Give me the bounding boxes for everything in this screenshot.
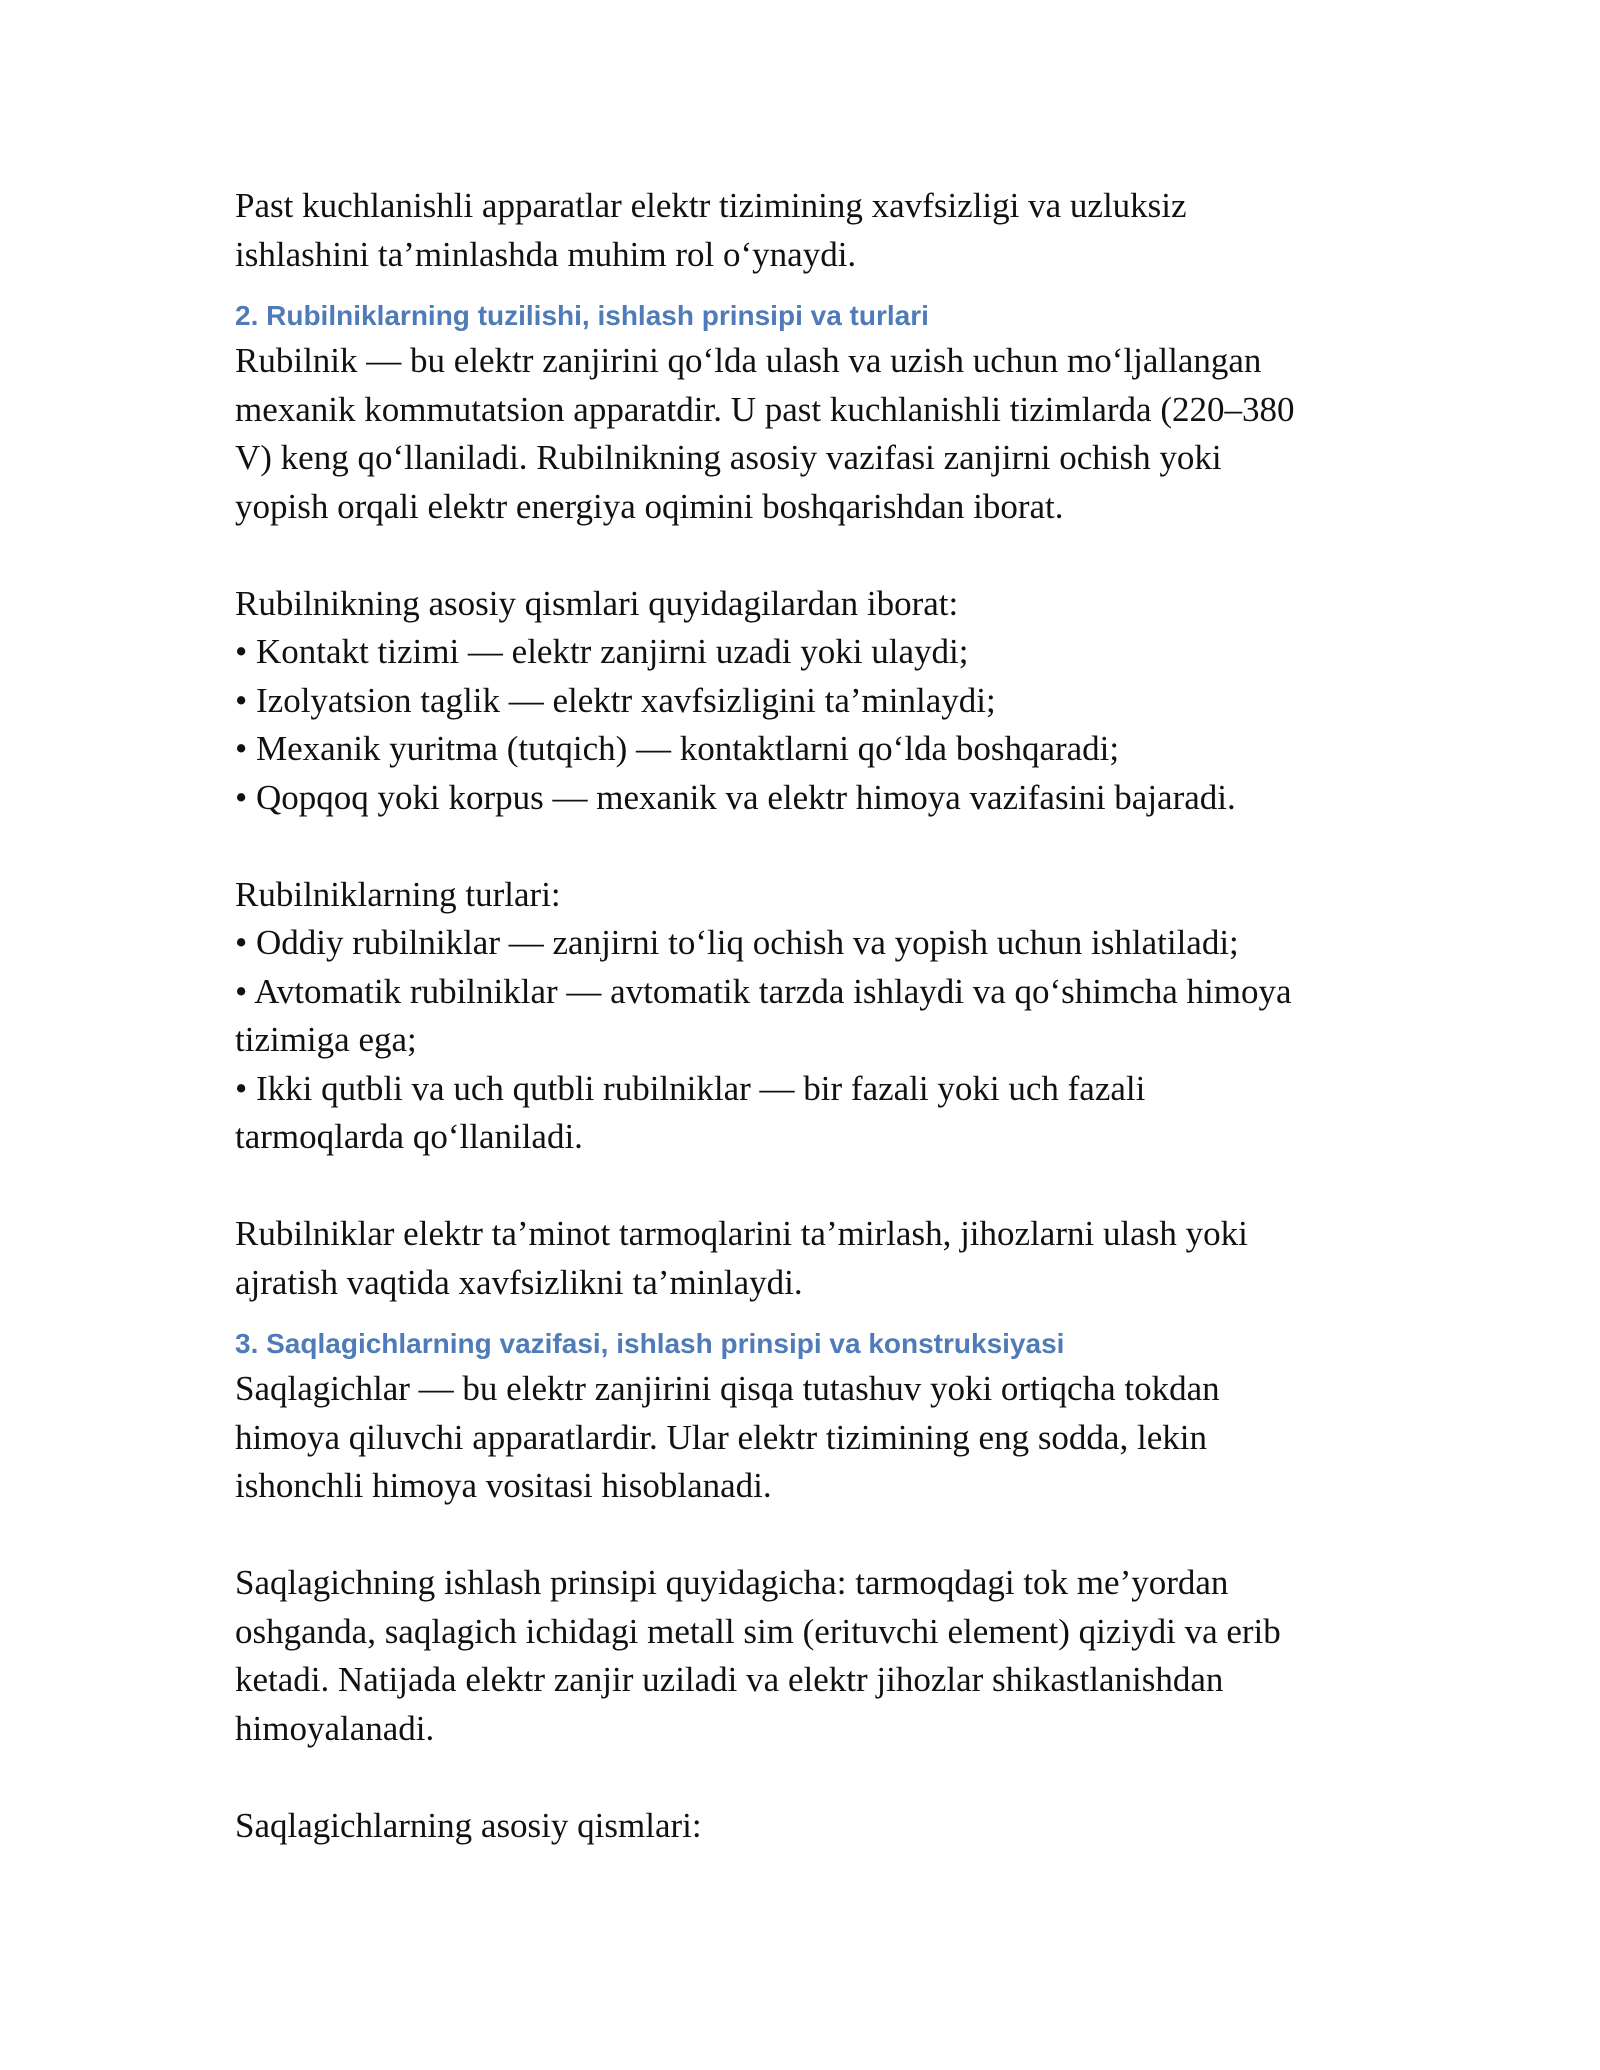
text-line: ishlashini ta’minlashda muhim rol o‘ynaydi. [235,234,857,274]
text-line: ajratish vaqtida xavfsizlikni ta’minlaydi. [235,1262,803,1302]
paragraph-gap [235,1753,1365,1802]
section-2-heading: 2. Rubilniklarning tuzilishi, ishlash prinsipi va turlari [235,300,929,331]
text-line: ishonchli himoya vositasi hisoblanadi. [235,1466,772,1505]
paragraph-gap [235,1162,1365,1211]
text-line: Rubilnik — bu elektr zanjirini qo‘lda ulash va uzish uchun mo‘ljallangan [235,341,1262,380]
section-2-parts-list [235,580,1365,823]
text-line: Past kuchlanishli apparatlar elektr tizimining xavfsizligi va uzluksiz [235,186,1187,225]
text-line: ketadi. Natijada elektr zanjir uziladi va elektr jihozlar shikastlanishdan [235,1660,1224,1699]
list-item: • Mexanik yuritma (tutqich) — kontaktlarni qo‘lda boshqaradi; [235,729,1120,768]
list-title: Rubilnikning asosiy qismlari quyidagilardan iborat: [235,583,959,623]
paragraph-gap [235,822,1365,871]
text-line: oshganda, saqlagich ichidagi metall sim (erituvchi element) qiziydi va erib [235,1611,1281,1651]
text-line: Rubilniklar elektr ta’minot tarmoqlarini ta’mirlash, jihozlarni ulash yoki [235,1214,1248,1253]
section-2-types-list [235,871,1365,1162]
text-line: himoya qiluvchi apparatlardir. Ular elektr tizimining eng sodda, lekin [235,1417,1207,1457]
section-3-paragraph-1 [235,1365,1365,1511]
text-line: Saqlagichning ishlash prinsipi quyidagicha: tarmoqdagi tok me’yordan [235,1563,1229,1602]
text-line: Saqlagichlarning asosiy qismlari: [235,1805,702,1845]
section-2-closing [235,1210,1365,1307]
text-line: mexanik kommutatsion apparatdir. U past kuchlanishli tizimlarda (220–380 [235,389,1295,429]
document-page [235,182,1365,1850]
list-title: Rubilniklarning turlari: [235,874,561,914]
section-2-paragraph-1 [235,337,1365,531]
section-3-paragraph-2 [235,1559,1365,1753]
list-item: • Avtomatik rubilniklar — avtomatik tarzda ishlaydi va qo‘shimcha himoya [235,971,1292,1011]
list-item: tarmoqlarda qo‘llaniladi. [235,1117,583,1156]
paragraph-gap [235,1511,1365,1560]
section-3-heading: 3. Saqlagichlarning vazifasi, ishlash prinsipi va konstruksiyasi [235,1328,1065,1359]
text-line: Saqlagichlar — bu elektr zanjirini qisqa tutashuv yoki ortiqcha tokdan [235,1369,1220,1408]
list-item: • Ikki qutbli va uch qutbli rubilniklar — bir fazali yoki uch fazali [235,1068,1146,1108]
list-item: tizimiga ega; [235,1020,417,1059]
text-line: V) keng qo‘llaniladi. Rubilnikning asosiy vazifasi zanjirni ochish yoki [235,438,1222,477]
section-3-parts-title [235,1802,1365,1851]
list-item: • Oddiy rubilniklar — zanjirni to‘liq ochish va yopish uchun ishlatiladi; [235,923,1239,962]
intro-paragraph [235,182,1365,279]
list-item: • Kontakt tizimi — elektr zanjirni uzadi yoki ulaydi; [235,632,969,671]
text-line: himoyalanadi. [235,1708,435,1748]
list-item: • Qopqoq yoki korpus — mexanik va elektr himoya vazifasini bajaradi. [235,777,1236,817]
list-item: • Izolyatsion taglik — elektr xavfsizligini ta’minlaydi; [235,680,996,720]
paragraph-gap [235,531,1365,580]
text-line: yopish orqali elektr energiya oqimini boshqarishdan iborat. [235,486,1064,526]
